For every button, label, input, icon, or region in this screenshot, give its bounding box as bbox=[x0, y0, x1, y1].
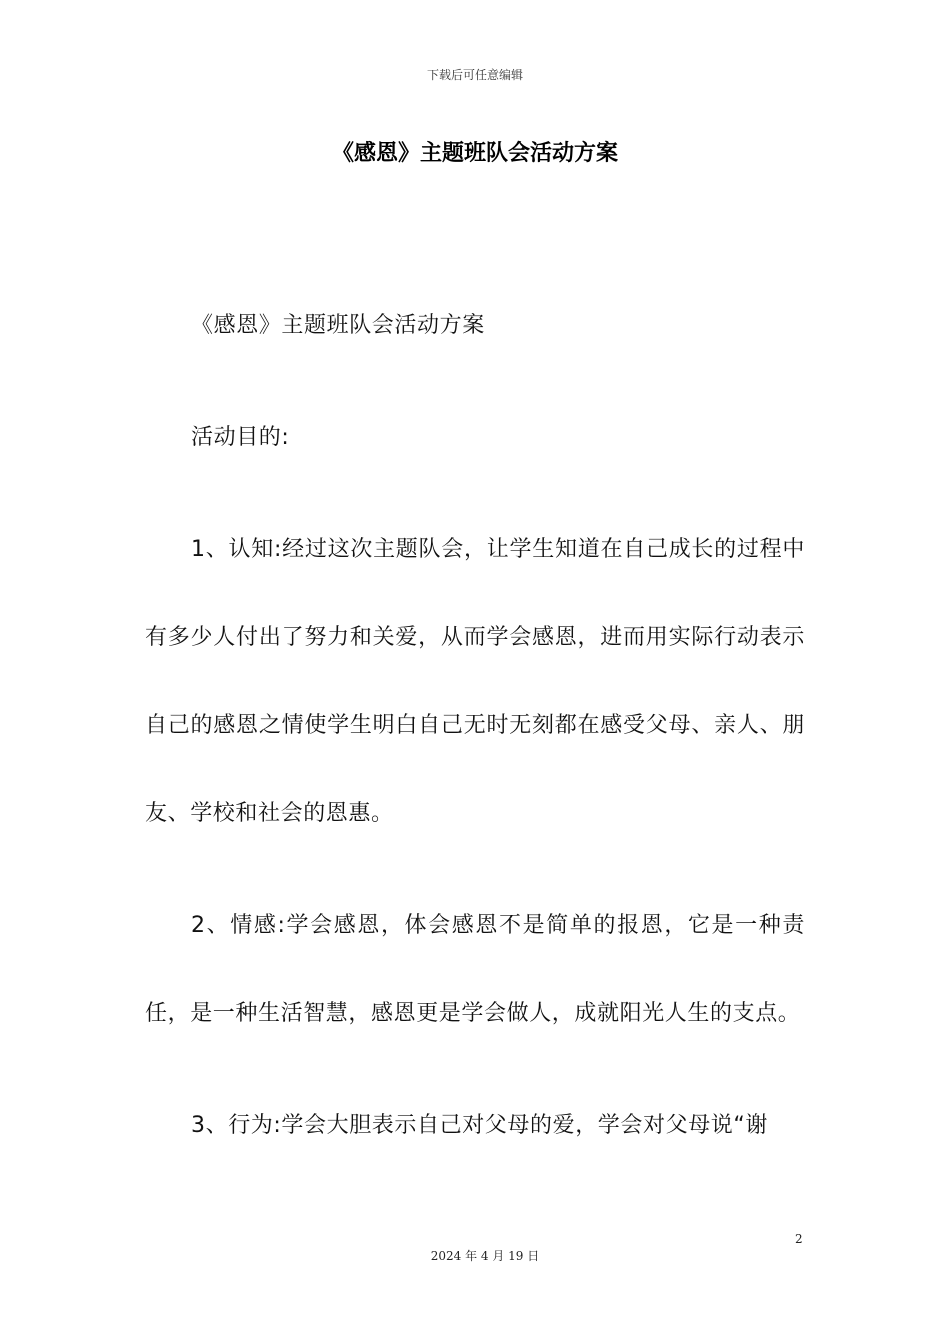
paragraph-cognition: 1、认知:经过这次主题队会，让学生知道在自己成长的过程中有多少人付出了努力和关爱，从而学会感恩，进而用实际行动表示自己的感恩之情使学生明白自己无时无刻都在感受父母、亲人、朋友、学校和社会的恩惠。 bbox=[145, 537, 805, 826]
document-title: 《感恩》主题班队会活动方案 bbox=[331, 141, 618, 166]
footer-date: 2024 年 4 月 19 日 bbox=[430, 1249, 540, 1263]
paragraph-emotion: 2、情感:学会感恩，体会感恩不是简单的报恩，它是一种责任，是一种生活智慧，感恩更是学会做人，成就阳光人生的支点。 bbox=[145, 913, 805, 1026]
page-number: 2 bbox=[795, 1232, 803, 1246]
header-note: 下载后可任意编辑 bbox=[426, 68, 523, 82]
paragraph-behavior: 3、行为:学会大胆表示自己对父母的爱，学会对父母说“谢 bbox=[191, 1113, 769, 1138]
document-body bbox=[145, 282, 805, 1170]
paragraph-purpose-heading: 活动目的: bbox=[191, 425, 290, 450]
paragraph-subtitle: 《感恩》主题班队会活动方案 bbox=[191, 313, 485, 338]
